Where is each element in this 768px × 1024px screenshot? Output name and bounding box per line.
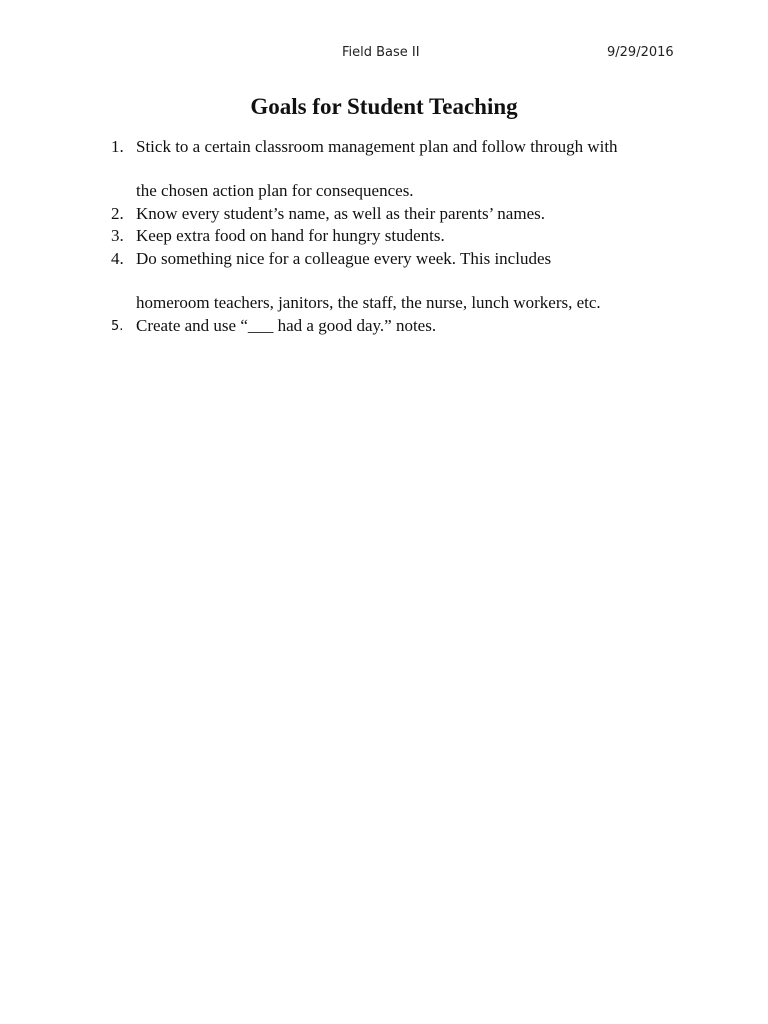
- list-item-number: 2.: [111, 204, 124, 223]
- list-item-number: 5.: [111, 319, 124, 334]
- list-item-number: 1.: [111, 137, 124, 156]
- header-date: 9/29/2016: [607, 45, 674, 60]
- list-item-text: Stick to a certain classroom management plan and follow through with: [136, 137, 618, 156]
- page-title: Goals for Student Teaching: [250, 94, 518, 119]
- list-item-text: the chosen action plan for consequences.: [136, 181, 414, 200]
- list-item-text: Do something nice for a colleague every week. This includes: [136, 249, 552, 268]
- header-course-name: Field Base II: [342, 45, 420, 60]
- list-item-number: 3.: [111, 226, 124, 245]
- list-item-text: homeroom teachers, janitors, the staff, the nurse, lunch workers, etc.: [136, 293, 601, 312]
- list-item-number: 4.: [111, 249, 124, 268]
- list-item-text: Keep extra food on hand for hungry students.: [136, 226, 445, 245]
- list-item-text: Create and use “___ had a good day.” notes.: [136, 316, 437, 335]
- list-item-text: Know every student’s name, as well as their parents’ names.: [136, 204, 545, 223]
